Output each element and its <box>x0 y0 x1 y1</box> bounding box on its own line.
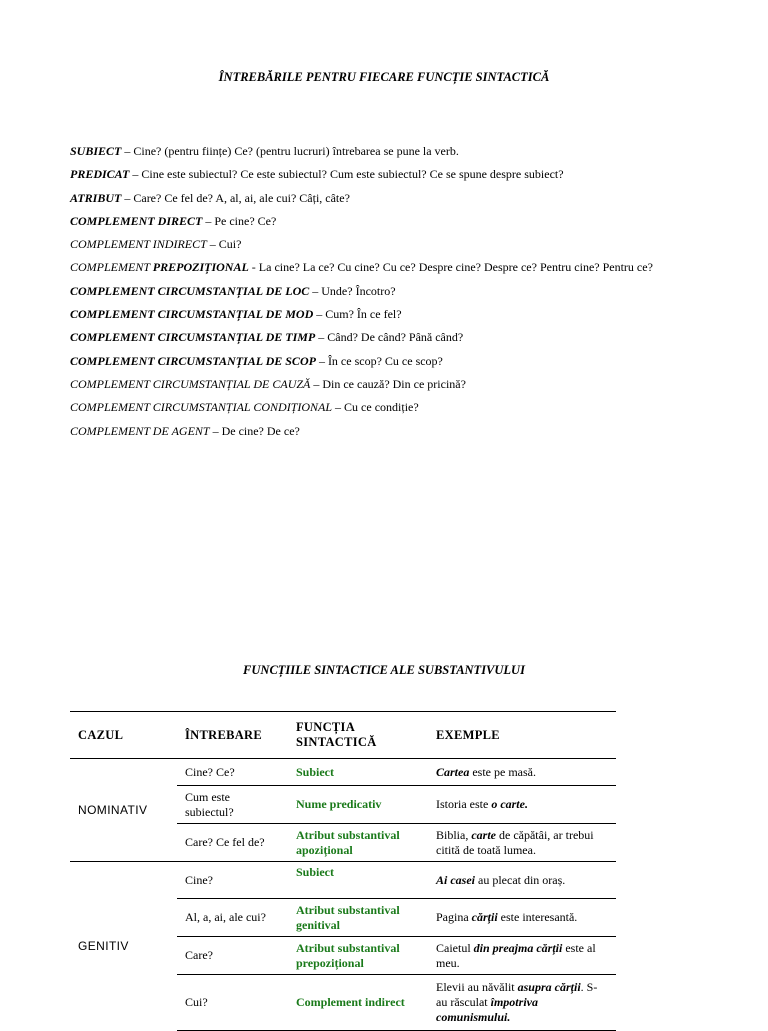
table-row <box>70 759 616 786</box>
definition-questions: Cine? (pentru ființe) Ce? (pentru lucruri) întrebarea se pune la verb. <box>133 144 459 158</box>
definition-dash: – <box>315 330 328 345</box>
definition-dash: – <box>121 190 134 205</box>
definition-dash: – <box>332 400 345 415</box>
definition-questions: Care? Ce fel de? A, al, ai, ale cui? Câți, câte? <box>133 190 350 205</box>
question-cell: Cine? <box>177 862 288 899</box>
example-text: este pe masă. <box>469 764 536 779</box>
definition-dash: – <box>121 144 134 158</box>
example-text: Biblia, <box>436 827 472 842</box>
definition-questions: Din ce cauză? Din ce pricină? <box>322 376 466 391</box>
function-cell: Subiect <box>288 862 428 899</box>
definition-questions: Cine este subiectul? Ce este subiectul? Cum este subiectul? Ce se spune despre subiect? <box>141 167 564 182</box>
example-text: Elevii au năvălit <box>436 980 518 994</box>
definition-term: COMPLEMENT DE AGENT <box>70 423 210 438</box>
definition-dash: – <box>310 376 323 391</box>
definition-term: PREDICAT <box>70 167 130 182</box>
definition-questions: Cu ce condiție? <box>344 400 419 415</box>
question-cell: Care? Ce fel de? <box>177 824 288 862</box>
table-title: FUNCȚIILE SINTACTICE ALE SUBSTANTIVULUI <box>243 663 525 677</box>
definition-dash: - <box>248 260 259 275</box>
definition-questions: Cui? <box>218 237 242 252</box>
definition-questions: De cine? De ce? <box>221 423 300 438</box>
page-title: ÎNTREBĂRILE PENTRU FIECARE FUNCȚIE SINTACTICĂ <box>218 70 550 84</box>
definition-dash: – <box>315 353 328 368</box>
definition-questions: În ce scop? Cu ce scop? <box>327 353 443 368</box>
table-row <box>70 862 616 899</box>
definition-dash: – <box>202 213 215 228</box>
definition-term: COMPLEMENT CIRCUMSTANȚIAL DE CAUZĂ <box>70 376 311 391</box>
header-intrebare: ÎNTREBARE <box>177 712 288 759</box>
definitions-list <box>70 140 710 443</box>
function-cell: Atribut substantival genitival <box>288 899 428 937</box>
example-highlight: Ai casei <box>436 872 475 887</box>
definition-cc-conditional <box>70 396 710 419</box>
definition-complement-prepozitional <box>70 256 710 279</box>
example-highlight: o carte. <box>491 797 528 811</box>
definition-cc-mod <box>70 303 710 326</box>
definition-term: COMPLEMENT CIRCUMSTANȚIAL DE SCOP <box>70 353 316 368</box>
example-highlight: carte <box>471 827 496 842</box>
header-exemple: EXEMPLE <box>428 712 616 759</box>
example-text: de căpătâi, ar trebui citită de toată lumea. <box>436 827 594 857</box>
function-cell: Complement indirect <box>288 975 428 1031</box>
definition-term: COMPLEMENT CIRCUMSTANȚIAL CONDIȚIONAL <box>70 400 333 415</box>
case-nominativ: NOMINATIV <box>70 759 177 862</box>
example-cell <box>428 899 616 937</box>
definition-term: COMPLEMENT CIRCUMSTANȚIAL DE MOD <box>70 307 314 322</box>
example-text: au plecat din oraș. <box>475 872 566 887</box>
header-cazul: CAZUL <box>70 712 177 759</box>
definition-term: ATRIBUT <box>70 190 122 205</box>
definition-term: COMPLEMENT INDIRECT <box>70 237 207 252</box>
header-functia: FUNCȚIA SINTACTICĂ <box>288 712 428 759</box>
example-text: Caietul <box>436 940 474 955</box>
definition-term: SUBIECT <box>70 144 122 158</box>
case-genitiv: GENITIV <box>78 939 129 954</box>
definition-predicat <box>70 163 710 186</box>
definition-term: COMPLEMENT DIRECT <box>70 213 203 228</box>
example-text: . S-au răsculat <box>436 980 598 1009</box>
example-highlight: cărții <box>471 910 498 924</box>
example-cell <box>428 862 616 899</box>
example-text: este interesantă. <box>497 910 578 924</box>
syntactic-functions-table <box>70 711 616 1031</box>
table-header-row <box>70 712 616 759</box>
definition-subiect <box>70 140 710 163</box>
definition-term: COMPLEMENT CIRCUMSTANȚIAL DE TIMP <box>70 330 316 345</box>
definition-questions: Unde? Încotro? <box>321 283 396 298</box>
definition-term: PREPOZIȚIONAL <box>152 260 249 275</box>
definition-dash: – <box>309 283 322 298</box>
example-highlight: asupra cărții <box>517 980 581 994</box>
definition-complement-agent <box>70 420 710 443</box>
definition-questions: Cum? În ce fel? <box>325 307 402 322</box>
function-cell: Nume predicativ <box>288 786 428 824</box>
function-cell: Atribut substantival prepozițional <box>288 937 428 975</box>
example-cell <box>428 937 616 975</box>
definition-complement-direct <box>70 210 710 233</box>
example-cell <box>428 824 616 862</box>
definition-dash: – <box>313 307 326 322</box>
question-cell: Cui? <box>177 975 288 1031</box>
example-highlight: din preajma cărții <box>473 940 563 955</box>
definition-term: COMPLEMENT CIRCUMSTANȚIAL DE LOC <box>70 283 310 298</box>
definition-cc-cauza <box>70 373 710 396</box>
question-cell: Al, a, ai, ale cui? <box>177 899 288 937</box>
example-text: Pagina <box>436 910 472 924</box>
definition-cc-scop <box>70 350 710 373</box>
example-text: este al meu. <box>436 940 596 970</box>
definition-cc-loc <box>70 280 710 303</box>
question-cell: Care? <box>177 937 288 975</box>
example-highlight: împotriva comunismului. <box>436 995 538 1024</box>
definition-dash: – <box>206 237 219 252</box>
definition-questions: Pe cine? Ce? <box>214 213 277 228</box>
question-cell: Cum este subiectul? <box>177 786 288 824</box>
definition-atribut <box>70 187 710 210</box>
example-cell <box>428 786 616 824</box>
example-text: Istoria este <box>436 797 492 811</box>
example-highlight: Cartea <box>436 764 470 779</box>
definition-complement-indirect <box>70 233 710 256</box>
definition-term-light: COMPLEMENT <box>70 260 153 275</box>
example-cell <box>428 759 616 786</box>
function-cell: Atribut substantival apozițional <box>288 824 428 862</box>
definition-cc-timp <box>70 326 710 349</box>
definition-dash: – <box>209 423 222 438</box>
definition-questions: La cine? La ce? Cu cine? Cu ce? Despre cine? Despre ce? Pentru cine? Pentru ce? <box>258 260 653 275</box>
definition-dash: – <box>129 167 142 182</box>
definition-questions: Când? De când? Până când? <box>327 330 464 345</box>
function-cell: Subiect <box>288 759 428 786</box>
example-cell <box>428 975 616 1031</box>
question-cell: Cine? Ce? <box>177 759 288 786</box>
